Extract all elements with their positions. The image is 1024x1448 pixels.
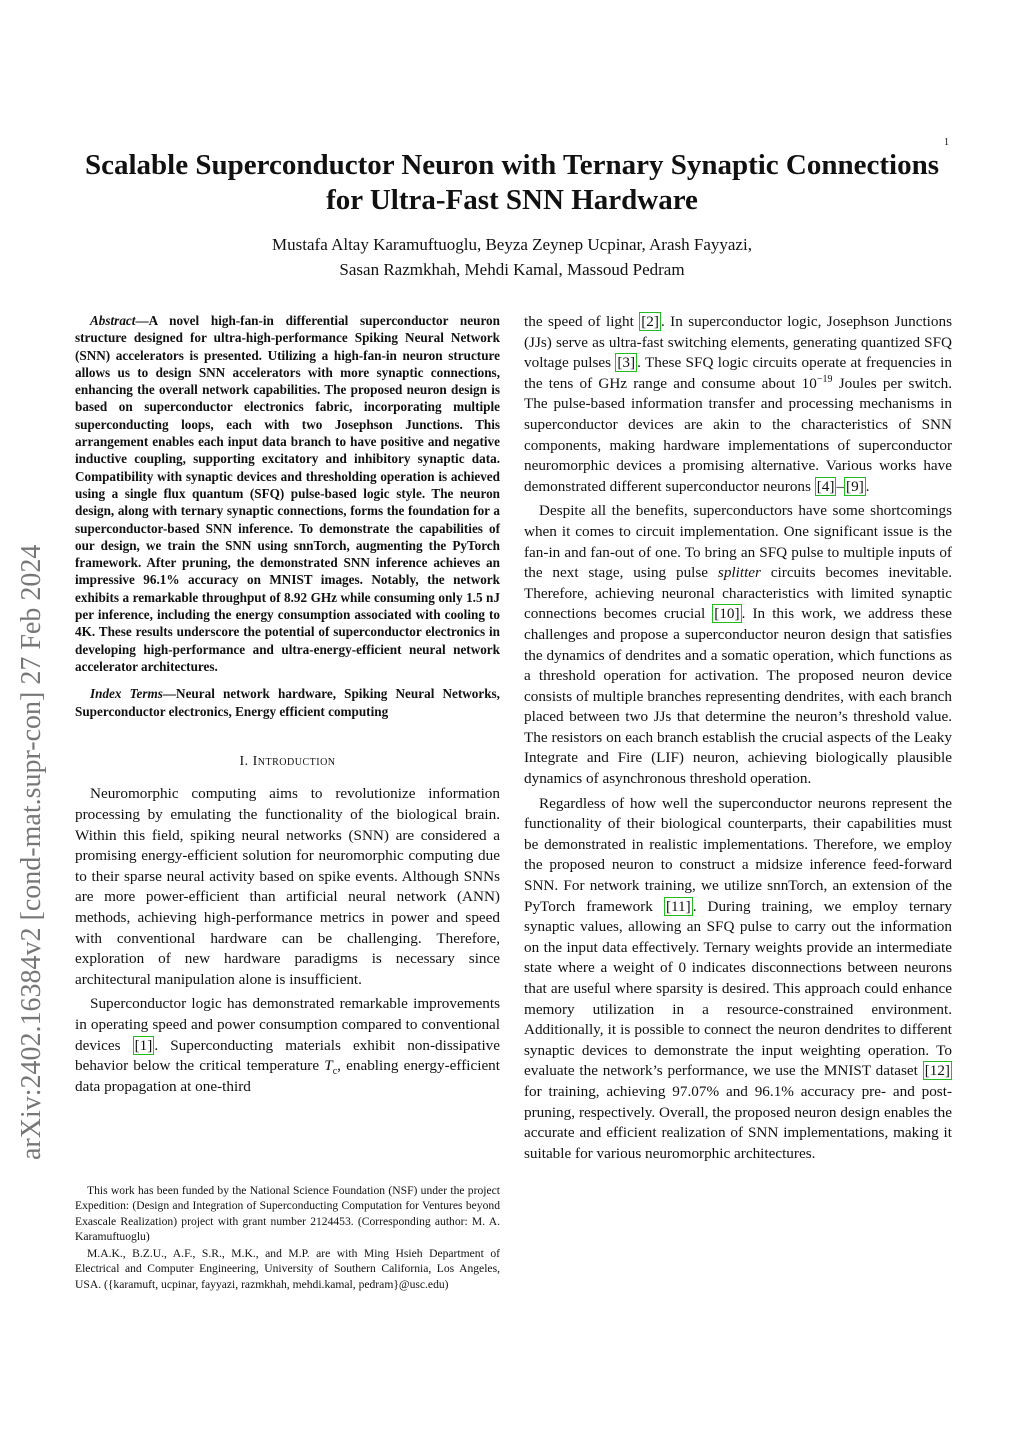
text-run: for training, achieving 97.07% and 96.1% accuracy pre- and post-pruning, respectively. Overall, the proposed neuron design enables the accurate and efficient realization of SNN implementations, making it suitable for various neuromorphic architectures. (524, 1082, 952, 1162)
footnote-funding: This work has been funded by the National Science Foundation (NSF) under the project Expedition: (Design and Integration of Superconducting Computation for Ventures beyond Exascale Realization) project with grant number 2124453. (Corresponding author: M. A. Karamuftuoglu) (75, 1184, 500, 1243)
text-run: . (865, 477, 870, 495)
title-line-1: Scalable Superconductor Neuron with Ternary Synaptic Connections (85, 149, 939, 181)
text-run: Superconductor logic has demonstrated remarkable improvements in operating speed and power consumption compared to conventional devices (75, 995, 500, 1054)
citation-link-3[interactable]: [3] (617, 354, 636, 372)
abstract-text: —A novel high-fan-in differential superconductor neuron structure designed for ultra-high-performance Spiking Neural Network (SNN) accelerators is presented. Utilizing a high-fan-in neuron structure allows us to design SNN accelerators with more synaptic connections, enhancing the overall network capabilities. The proposed neuron design is based on superconductor electronics fabric, incorporating multiple superconducting loops, each with two Josephson Junctions. This arrangement enables each input data branch to have positive and negative inductive coupling, supporting excitatory and inhibitory synaptic data. Compatibility with synaptic devices and thresholding operation is achieved using a single flux quantum (SFQ) pulse-based logic style. The neuron design, along with ternary synaptic connections, forms the foundation for a superconductor-based SNN inference. To demonstrate the capabilities of our design, we train the SNN using snnTorch, augmenting the PyTorch framework. After pruning, the demonstrated SNN inference achieves an impressive 96.1% accuracy on MNIST images. Notably, the network exhibits a remarkable throughput of 8.92 GHz while consuming only 1.5 nJ per inference, including the energy consumption associated with cooling to 4K. These results underscore the potential of superconductor electronics in developing high-performance and ultra-energy-efficient neural network accelerator architectures. (75, 313, 500, 674)
citation-link-9[interactable]: [9] (846, 477, 864, 495)
text-run: . In superconductor logic, Josephson Junctions (JJs) serve as ultra-fast switching elements, generating quantized SFQ voltage pulses (524, 313, 952, 372)
footnote-affiliation: M.A.K., B.Z.U., A.F., S.R., M.K., and M.P. are with Ming Hsieh Department of Electrical and Computer Engineering, University of Southern California, Los Angeles, USA. ({karamuft, ucpinar, fayyazi, razmkhah, mehdi.kamal, pedram}@usc.edu) (75, 1247, 500, 1291)
section-heading-introduction: I. Introduction (239, 753, 336, 769)
text-run: the speed of light (524, 313, 640, 330)
right-paragraph-1 (524, 312, 952, 497)
abstract (75, 312, 500, 675)
text-run: . These SFQ logic circuits operate at frequencies in the tens of GHz range and consume about 10 (524, 354, 952, 392)
text-run: circuits becomes inevitable. Therefore, achieving neuronal characteristics with limited synaptic connections becomes crucial (524, 564, 952, 623)
footnotes (75, 1183, 500, 1294)
citation-link-1[interactable]: [1] (134, 1036, 153, 1054)
intro-paragraph-2 (75, 994, 500, 1097)
left-column (75, 312, 500, 1101)
emphasis-splitter: splitter (717, 564, 761, 582)
text-run: Despite all the benefits, superconductors have some shortcomings when it comes to circuit implementation. One significant issue is the fan-in and fan-out of one. To bring an SFQ pulse to multiple inputs of the next stage, using pulse (524, 502, 952, 582)
arxiv-identifier-stamp: arXiv:2402.16384v2 [cond-mat.supr-con] 27 Feb 2024 (16, 544, 47, 1160)
right-column (524, 312, 952, 1168)
index-terms (75, 685, 500, 720)
index-terms-text: —Neural network hardware, Spiking Neural Networks, Superconductor electronics, Energy efficient computing (75, 686, 500, 719)
page-number: 1 (944, 137, 949, 148)
citation-link-4[interactable]: [4] (816, 477, 835, 495)
abstract-label: Abstract (90, 313, 136, 328)
exponent: −19 (816, 373, 833, 385)
author-list (60, 232, 964, 282)
text-run: Regardless of how well the superconductor neurons represent the functionality of their biological counterparts, their capabilities must be demonstrated in realistic implementations. Therefore, we employ the proposed neuron to construct a midsize inference feed-forward SNN. For network training, we utilize snnTorch, an extension of the PyTorch framework (524, 794, 952, 915)
math-t: T (324, 1057, 333, 1075)
title-line-2: for Ultra-Fast SNN Hardware (326, 184, 698, 216)
citation-link-12[interactable]: [12] (924, 1062, 950, 1080)
intro-paragraph-1: Neuromorphic computing aims to revolutionize information processing by emulating the functionality of the biological brain. Within this field, spiking neural networks (SNN) are considered a promising energy-efficient solution for neuromorphic computing due to their sparse neural activity based on spike events. Although SNNs are more power-efficient than artificial neural network (ANN) methods, achieving high-performance metrics in power and speed with conventional hardware can be challenging. Therefore, exploration of new hardware paradigms is necessary since architectural manipulation alone is insufficient. (75, 785, 500, 988)
text-run: – (836, 477, 845, 495)
text-run: Joules per switch. The pulse-based information transfer and processing mechanisms in superconductor devices are akin to the characteristics of SNN components, making hardware implementations of superconductor neuromorphic devices a promising alternative. Various works have demonstrated different superconductor neurons (524, 374, 952, 495)
citation-link-2[interactable]: [2] (641, 313, 659, 330)
citation-link-11[interactable]: [11] (665, 897, 691, 915)
right-paragraph-3 (524, 794, 952, 1165)
text-run: , enabling energy-efficient data propagation at one-third (75, 1057, 500, 1095)
text-run: . During training, we employ ternary synaptic values, allowing an SFQ pulse to carry out the information on the input data effectively. Ternary weights provide an intermediate state where a weight of 0 indicates disconnections between neurons that are useful where sparsity is desired. This approach could enhance memory utilization in a resource-constrained environment. Additionally, it is possible to connect the neuron dendrites to different synaptic devices to demonstrate the input weighting operation. To evaluate the network’s performance, we use the MNIST dataset (524, 897, 952, 1080)
paper-title (60, 148, 964, 218)
authors-line-1: Mustafa Altay Karamuftuoglu, Beyza Zeynep Ucpinar, Arash Fayyazi, (272, 235, 752, 254)
math-sub-c: c (332, 1066, 338, 1078)
index-terms-label: Index Terms (90, 686, 163, 702)
right-paragraph-2 (524, 501, 952, 789)
citation-link-10[interactable]: [10] (714, 605, 740, 623)
text-run: . Superconducting materials exhibit non-dissipative behavior below the critical temperature (75, 1036, 501, 1075)
authors-line-2: Sasan Razmkhah, Mehdi Kamal, Massoud Pedram (339, 260, 685, 279)
text-run: . In this work, we address these challenges and propose a superconductor neuron design that satisfies the dynamics of dendrites and a somatic operation, which functions as a threshold operation for activation. The proposed neuron device consists of multiple branches representing dendrites, with each branch placed between two JJs that determine the neuron’s threshold value. The resistors on each branch establish the crucial aspects of the Leaky Integrate and Fire (LIF) neuron, achieving biologically plausible dynamics of asynchronous threshold operation. (524, 605, 952, 788)
